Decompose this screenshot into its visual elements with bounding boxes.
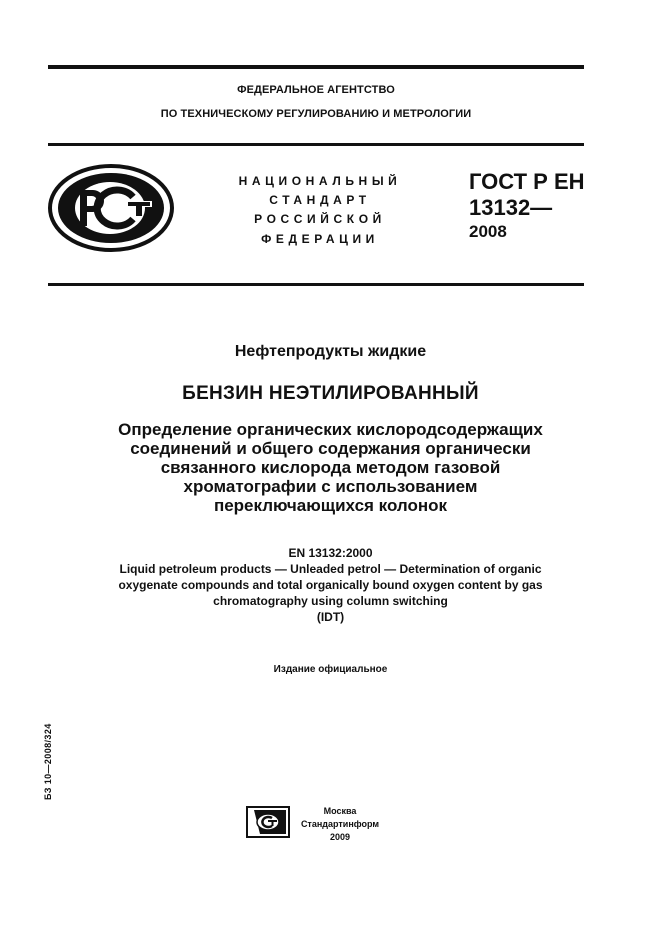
- agency-line-1: ФЕДЕРАЛЬНОЕ АГЕНТСТВО: [237, 84, 395, 96]
- side-code: БЗ 10—2008/324: [43, 723, 53, 800]
- header-rule: [48, 143, 584, 146]
- gost-designation-line-2: 13132—: [469, 195, 553, 220]
- national-line-1: НАЦИОНАЛЬНЫЙ: [238, 174, 402, 188]
- subtitle-line: хроматографии с использованием: [183, 477, 478, 496]
- edition-label: Издание официальное: [273, 664, 388, 675]
- publisher-name: Стандартинформ: [300, 819, 380, 829]
- document-category: Нефтепродукты жидкие: [234, 343, 427, 360]
- subtitle-line: переключающихся колонок: [213, 496, 448, 515]
- publisher-year: 2009: [329, 832, 351, 842]
- national-line-2: СТАНДАРТ: [269, 193, 371, 207]
- national-line-3: РОССИЙСКОЙ: [254, 212, 386, 226]
- english-title-line: chromatography using column switching: [213, 594, 448, 608]
- gost-year: 2008: [469, 222, 507, 241]
- document-subtitle: [40, 420, 621, 515]
- original-code: EN 13132:2000: [288, 546, 373, 560]
- subtitle-line: соединений и общего содержания органически: [130, 439, 531, 458]
- english-title-line: Liquid petroleum products — Unleaded petrol — Determination of organic: [119, 562, 542, 576]
- logo-rule: [48, 283, 584, 286]
- identity-mark: (IDT): [316, 610, 345, 624]
- agency-line-2: ПО ТЕХНИЧЕСКОМУ РЕГУЛИРОВАНИЮ И МЕТРОЛОГИИ: [160, 108, 472, 120]
- publisher-city: Москва: [323, 806, 357, 816]
- standartinform-logo-icon: [246, 806, 290, 838]
- top-rule: [48, 65, 584, 69]
- subtitle-line: Определение органических кислородсодержащих: [118, 420, 543, 439]
- gost-designation-line-1: ГОСТ Р ЕН: [469, 169, 585, 194]
- publisher-block: [290, 805, 390, 844]
- subtitle-line: связанного кислорода методом газовой: [160, 458, 501, 477]
- national-line-4: ФЕДЕРАЦИИ: [261, 232, 379, 246]
- original-standard-block: [40, 545, 621, 625]
- document-main-title: БЕНЗИН НЕЭТИЛИРОВАННЫЙ: [182, 383, 479, 404]
- gost-r-logo-icon: [48, 164, 174, 252]
- english-title-line: oxygenate compounds and total organically bound oxygen content by gas: [118, 578, 543, 592]
